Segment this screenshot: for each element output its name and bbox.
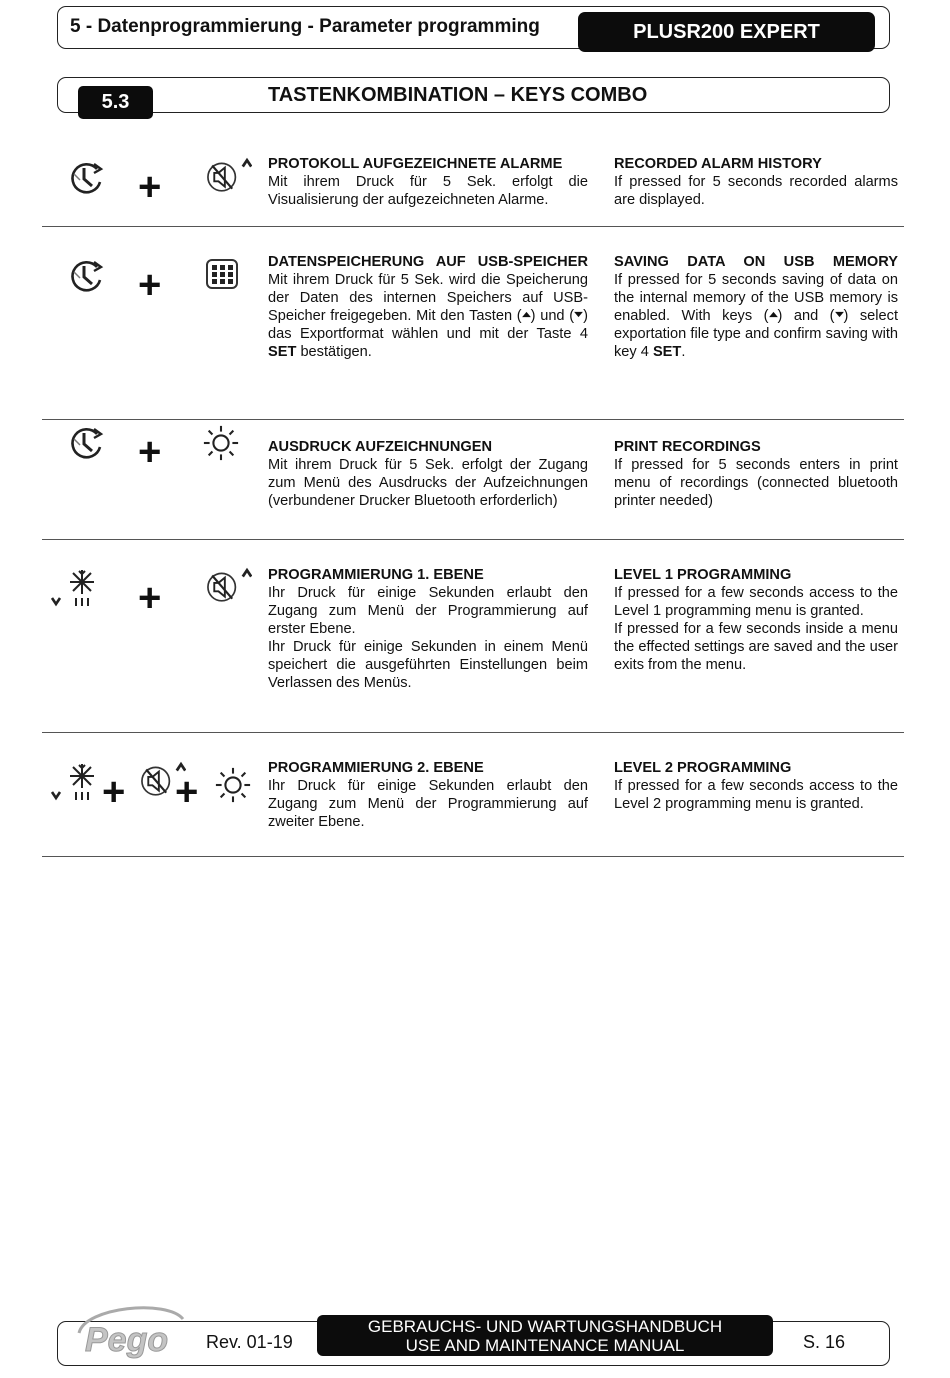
defrost-down-icon <box>50 762 102 802</box>
combo-4-en-title: LEVEL 1 PROGRAMMING <box>614 567 792 583</box>
row-divider <box>42 419 904 420</box>
down-triangle-icon <box>835 311 844 318</box>
revision-label: Rev. 01-19 <box>206 1332 293 1352</box>
combo-4-en-text-1: If pressed for a few seconds access to the Level 1 programming menu is granted. <box>614 585 898 619</box>
plus-sign: + <box>138 165 162 209</box>
combo-1-de-text: Mit ihrem Druck für 5 Sek. erfolgt die Visualisierung der aufgezeichneten Alarme. <box>268 174 588 208</box>
clock-arrow-icon <box>66 160 106 196</box>
section-title: TASTENKOMBINATION – KEYS COMBO <box>268 84 648 106</box>
plus-sign: + <box>102 770 126 814</box>
plus-sign: + <box>175 770 199 814</box>
combo-5-en <box>614 759 898 813</box>
combo-2-en-text: If pressed for 5 seconds saving of data on the internal memory of the USB memory is enabled. With keys ( ) and ( ) select exportation file type and confirm saving with key 4 SET. <box>614 272 898 360</box>
combo-1-de-title: PROTOKOLL AUFGEZEICHNETE ALARME <box>268 156 563 172</box>
combo-2-de-text: Mit ihrem Druck für 5 Sek. wird die Speicherung der Daten des internen Speichers auf USB-Speicher freigegeben. Mit den Tasten ( ) und ( ) das Exportformat wählen und mit der Taste 4 SET bestätigen. <box>268 272 588 360</box>
plus-sign: + <box>138 430 162 474</box>
row-divider <box>42 226 904 227</box>
keypad-icon <box>205 258 241 292</box>
combo-5-de-text: Ihr Druck für einige Sekunden erlaubt den Zugang zum Menü der Programmierung auf zweiter Ebene. <box>268 778 588 830</box>
combo-4-en <box>614 566 898 674</box>
combo-3-de-title: AUSDRUCK AUFZEICHNUNGEN <box>268 439 493 455</box>
up-triangle-icon <box>769 311 778 318</box>
down-triangle-icon <box>574 311 583 318</box>
combo-1-en-title: RECORDED ALARM HISTORY <box>614 156 822 172</box>
combo-3-en-text: If pressed for 5 seconds enters in print menu of recordings (connected bluetooth printer needed) <box>614 457 898 509</box>
manual-title-en: USE AND MAINTENANCE MANUAL <box>405 1336 685 1355</box>
pego-logo <box>75 1301 187 1361</box>
light-icon <box>214 766 252 804</box>
section-number: 5.3 <box>78 86 153 119</box>
mute-up-icon <box>204 566 252 604</box>
defrost-down-icon <box>50 568 102 608</box>
clock-arrow-icon <box>66 258 106 294</box>
combo-4-en-text-2: If pressed for a few seconds inside a menu the effected settings are saved and the user exits from the menu. <box>614 621 898 673</box>
combo-2-de-title: DATENSPEICHERUNG AUF USB-SPEICHER <box>268 254 588 270</box>
combo-1-en-text: If pressed for 5 seconds recorded alarms are displayed. <box>614 174 898 208</box>
combo-3-en-title: PRINT RECORDINGS <box>614 439 761 455</box>
mute-up-icon <box>204 156 252 194</box>
combo-4-de <box>268 566 588 692</box>
up-triangle-icon <box>522 311 531 318</box>
combo-5-de-title: PROGRAMMIERUNG 2. EBENE <box>268 760 484 776</box>
plus-sign: + <box>138 263 162 307</box>
plus-sign: + <box>138 576 162 620</box>
row-divider <box>42 856 904 857</box>
combo-2-de <box>268 253 588 361</box>
manual-title-de: GEBRAUCHS- UND WARTUNGSHANDBUCH <box>367 1317 723 1336</box>
svg-text:Pego: Pego <box>85 1321 169 1359</box>
clock-arrow-icon <box>66 425 106 461</box>
combo-3-de-text: Mit ihrem Druck für 5 Sek. erfolgt der Zugang zum Menü des Ausdrucks der Aufzeichnungen (verbundener Drucker Bluetooth erforderlich) <box>268 457 588 509</box>
combo-3-de <box>268 438 588 510</box>
combo-2-en <box>614 253 898 361</box>
combo-5-de <box>268 759 588 831</box>
page-title: 5 - Datenprogrammierung - Parameter programming <box>70 16 540 37</box>
combo-2-en-title: SAVING DATA ON USB MEMORY <box>614 254 898 270</box>
combo-5-en-text: If pressed for a few seconds access to the Level 2 programming menu is granted. <box>614 778 898 812</box>
light-icon <box>202 424 240 462</box>
combo-1-de <box>268 155 588 209</box>
row-divider <box>42 732 904 733</box>
combo-4-de-title: PROGRAMMIERUNG 1. EBENE <box>268 567 484 583</box>
product-model-badge: PLUSR200 EXPERT <box>578 12 875 52</box>
manual-title <box>317 1315 773 1356</box>
page-number: S. 16 <box>803 1332 846 1352</box>
combo-4-de-text-1: Ihr Druck für einige Sekunden erlaubt den Zugang zum Menü der Programmierung auf erster Ebene. <box>268 585 588 637</box>
combo-3-en <box>614 438 898 510</box>
combo-5-en-title: LEVEL 2 PROGRAMMING <box>614 760 792 776</box>
combo-4-de-text-2: Ihr Druck für einige Sekunden in einem Menü speichert die ausgeführten Einstellungen beim Verlassen des Menüs. <box>268 639 588 691</box>
row-divider <box>42 539 904 540</box>
combo-1-en <box>614 155 898 209</box>
